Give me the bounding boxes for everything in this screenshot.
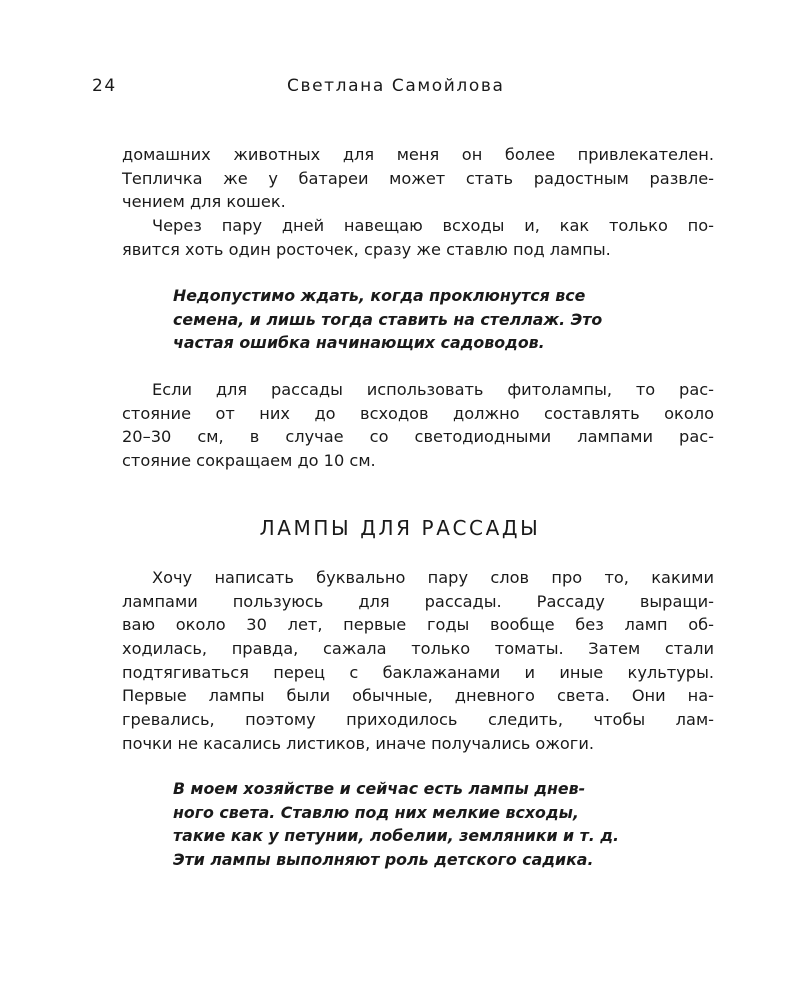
- callout-line: такие как у петунии, лобелии, земляники и т. д.: [173, 826, 619, 846]
- text-line: ходилась, правда, сажала только томаты. Затем стали: [122, 639, 714, 659]
- text-line: Через пару дней навещаю всходы и, как только по-: [152, 216, 714, 235]
- text-line: почки не касались листиков, иначе получались ожоги.: [122, 733, 594, 753]
- page-header: [92, 76, 712, 100]
- text-line: стояние от них до всходов должно составлять около: [122, 403, 714, 423]
- text-line: подтягиваться перец с баклажанами и иные культуры.: [122, 662, 714, 682]
- callout-line: частая ошибка начинающих садоводов.: [173, 333, 545, 353]
- paragraph-2: [122, 214, 714, 261]
- text-line: Если для рассады использовать фитолампы, то рас-: [152, 380, 714, 399]
- text-line: Хочу написать буквально пару слов про то, какими: [152, 568, 714, 587]
- text-line: чением для кошек.: [122, 192, 286, 212]
- callout-line: ного света. Ставлю под них мелкие всходы,: [173, 802, 579, 822]
- callout-line: Недопустимо ждать, когда проклюнутся все: [173, 286, 586, 305]
- text-line: гревались, поэтому приходилось следить, чтобы лам-: [122, 710, 714, 730]
- section-heading: ЛАМПЫ ДЛЯ РАССАДЫ: [259, 516, 541, 540]
- page-number: 24: [92, 76, 117, 96]
- callout-2: [173, 777, 673, 872]
- paragraph-3: [122, 378, 714, 473]
- callout-line: Эти лампы выполняют роль детского садика.: [173, 850, 594, 870]
- callout-1: [173, 284, 673, 355]
- paragraph-1: [122, 143, 714, 214]
- text-line: Первые лампы были обычные, дневного света. Они на-: [122, 686, 714, 706]
- callout-line: семена, и лишь тогда ставить на стеллаж. Это: [173, 309, 603, 329]
- paragraph-4: [122, 566, 714, 756]
- text-line: явится хоть один росточек, сразу же ставлю под лампы.: [122, 239, 611, 259]
- callout-line: В моем хозяйстве и сейчас есть лампы днев-: [173, 779, 586, 798]
- text-line: домашних животных для меня он более привлекателен.: [122, 145, 714, 164]
- text-line: стояние сокращаем до 10 см.: [122, 451, 376, 471]
- text-line: лампами пользуюсь для рассады. Рассаду выращи-: [122, 591, 714, 611]
- text-line: ваю около 30 лет, первые годы вообще без ламп об-: [122, 615, 714, 635]
- running-head-author: Светлана Самойлова: [287, 76, 505, 96]
- text-line: 20–30 см, в случае со светодиодными лампами рас-: [122, 427, 714, 447]
- text-line: Тепличка же у батареи может стать радостным развле-: [122, 168, 714, 188]
